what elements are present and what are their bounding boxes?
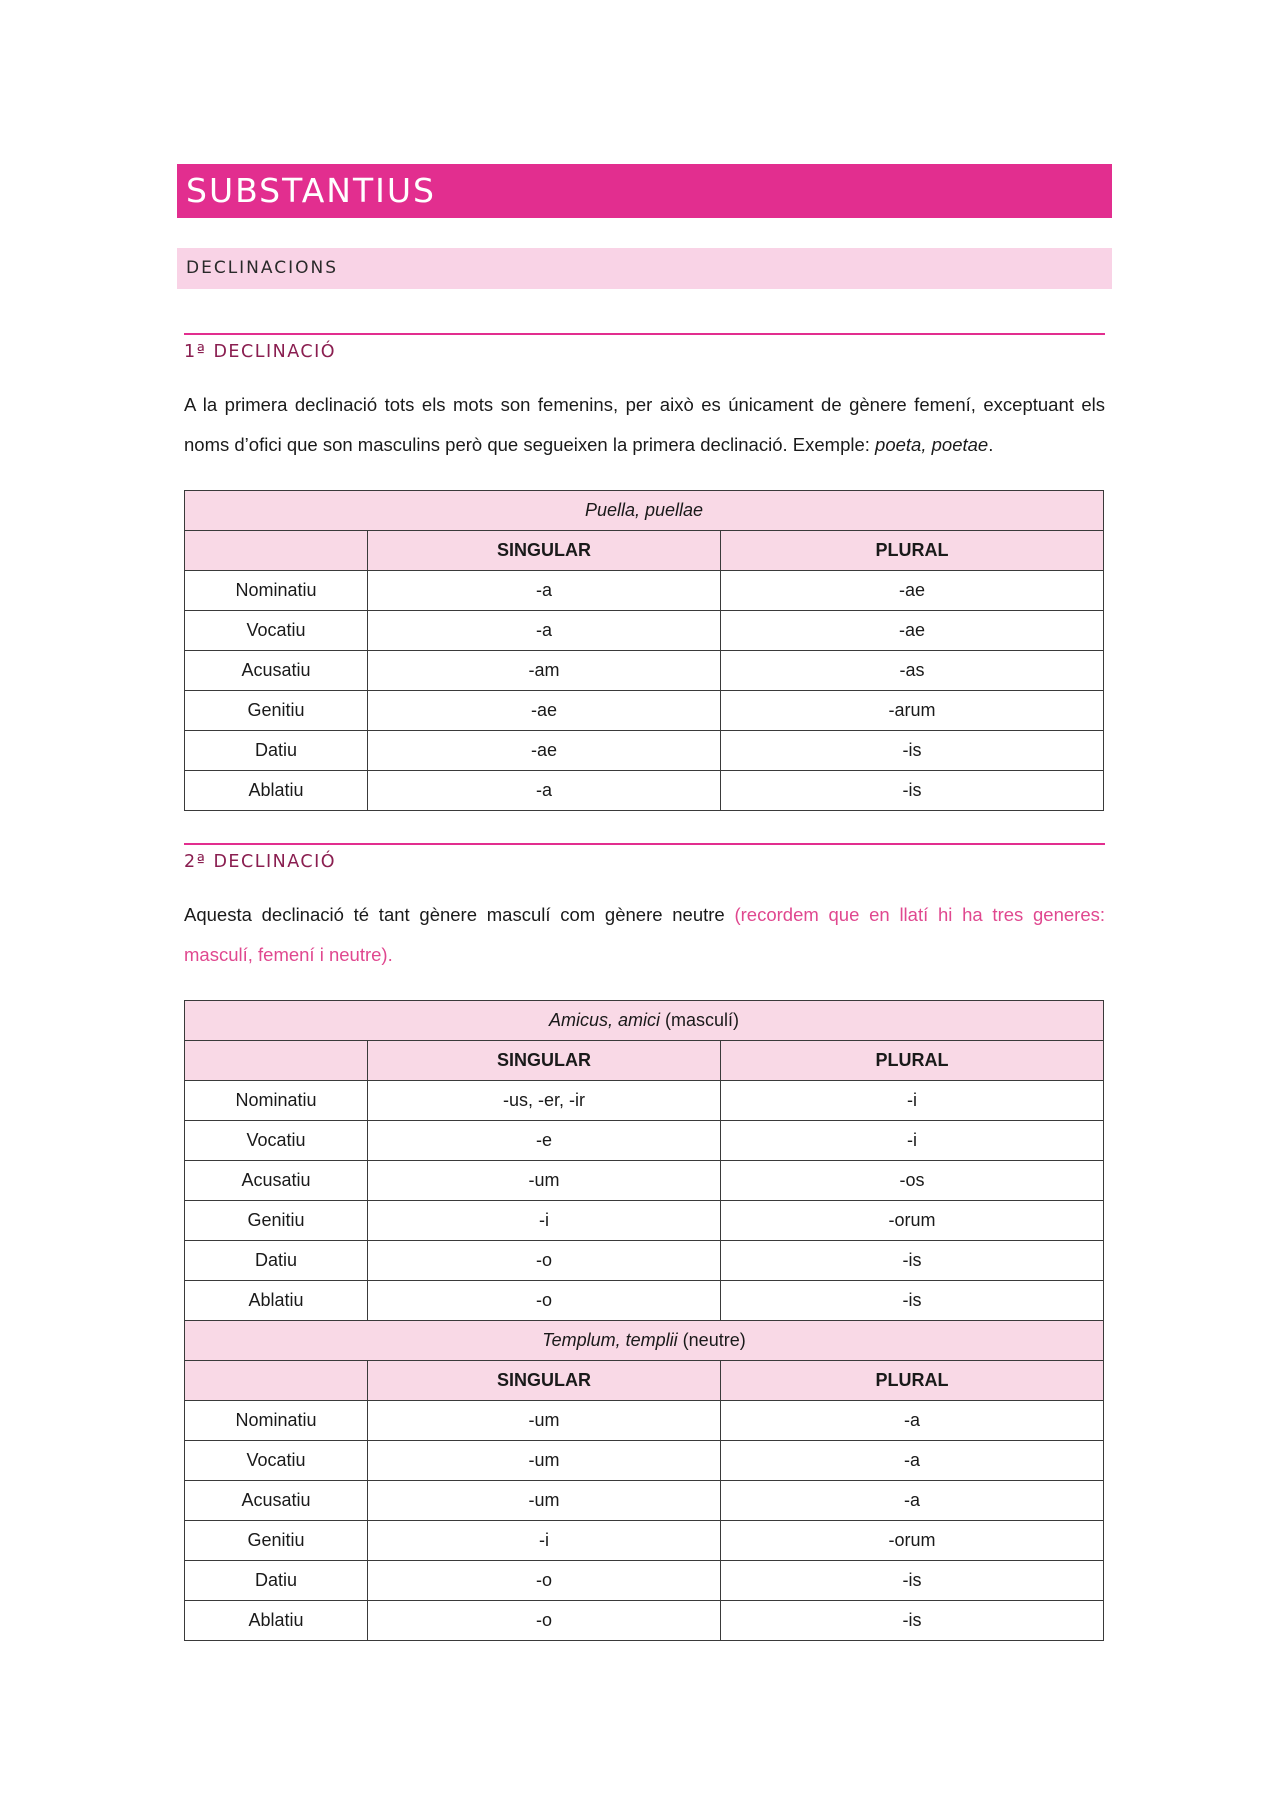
case-name-cell: Ablatiu bbox=[185, 1601, 368, 1641]
table-caption-row bbox=[185, 491, 1104, 531]
singular-ending-cell: -a bbox=[368, 771, 721, 811]
singular-ending-cell: -us, -er, -ir bbox=[368, 1081, 721, 1121]
plural-ending-cell: -a bbox=[721, 1481, 1104, 1521]
column-header bbox=[185, 1361, 368, 1401]
table-row bbox=[185, 1121, 1104, 1161]
singular-ending-cell: -um bbox=[368, 1161, 721, 1201]
singular-ending-cell: -e bbox=[368, 1121, 721, 1161]
plural-ending-cell: -orum bbox=[721, 1201, 1104, 1241]
plural-ending-cell: -arum bbox=[721, 691, 1104, 731]
plural-ending-cell: -is bbox=[721, 771, 1104, 811]
case-name-cell: Ablatiu bbox=[185, 1281, 368, 1321]
table-header-row bbox=[185, 531, 1104, 571]
table-caption bbox=[185, 1321, 1104, 1361]
table-caption-row bbox=[185, 1001, 1104, 1041]
table-row bbox=[185, 1081, 1104, 1121]
table-row bbox=[185, 1401, 1104, 1441]
singular-ending-cell: -o bbox=[368, 1561, 721, 1601]
plural-ending-cell: -i bbox=[721, 1081, 1104, 1121]
case-name-cell: Acusatiu bbox=[185, 651, 368, 691]
case-name-cell: Genitiu bbox=[185, 691, 368, 731]
column-header bbox=[185, 1041, 368, 1081]
caption-gender: (neutre) bbox=[677, 1330, 746, 1350]
singular-ending-cell: -o bbox=[368, 1601, 721, 1641]
case-name-cell: Acusatiu bbox=[185, 1481, 368, 1521]
plural-ending-cell: -a bbox=[721, 1401, 1104, 1441]
plural-ending-cell: -os bbox=[721, 1161, 1104, 1201]
plural-ending-cell: -is bbox=[721, 1601, 1104, 1641]
table-row bbox=[185, 1601, 1104, 1641]
singular-ending-cell: -o bbox=[368, 1281, 721, 1321]
section-divider bbox=[184, 843, 1105, 845]
table-row bbox=[185, 1201, 1104, 1241]
case-name-cell: Nominatiu bbox=[185, 1081, 368, 1121]
singular-ending-cell: -a bbox=[368, 571, 721, 611]
column-header: PLURAL bbox=[721, 1361, 1104, 1401]
plural-ending-cell: -is bbox=[721, 1241, 1104, 1281]
case-name-cell: Ablatiu bbox=[185, 771, 368, 811]
table-caption bbox=[185, 1001, 1104, 1041]
table-row bbox=[185, 731, 1104, 771]
column-header: SINGULAR bbox=[368, 531, 721, 571]
table-caption-row bbox=[185, 1321, 1104, 1361]
column-header: SINGULAR bbox=[368, 1041, 721, 1081]
section-subtitle: DECLINACIONS bbox=[177, 248, 1112, 289]
table-row bbox=[185, 1521, 1104, 1561]
table-row bbox=[185, 651, 1104, 691]
table-header-row bbox=[185, 1041, 1104, 1081]
paragraph-end: . bbox=[988, 434, 994, 455]
caption-word: Puella, puellae bbox=[584, 500, 704, 520]
table-row bbox=[185, 691, 1104, 731]
singular-ending-cell: -um bbox=[368, 1481, 721, 1521]
paragraph-text: Aquesta declinació té tant gènere masculí com gènere neutre bbox=[184, 904, 725, 925]
singular-ending-cell: -am bbox=[368, 651, 721, 691]
table-row bbox=[185, 611, 1104, 651]
singular-ending-cell: -a bbox=[368, 611, 721, 651]
singular-ending-cell: -o bbox=[368, 1241, 721, 1281]
plural-ending-cell: -i bbox=[721, 1121, 1104, 1161]
plural-ending-cell: -a bbox=[721, 1441, 1104, 1481]
case-name-cell: Genitiu bbox=[185, 1521, 368, 1561]
plural-ending-cell: -is bbox=[721, 1561, 1104, 1601]
column-header: PLURAL bbox=[721, 1041, 1104, 1081]
table-row bbox=[185, 1241, 1104, 1281]
table-row bbox=[185, 1441, 1104, 1481]
paragraph-text: A la primera declinació tots els mots son femenins, per això es únicament de gènere femení, exceptuant els noms d’ofici que son masculins però que segueixen la primera declinació. Exemple: bbox=[184, 394, 1105, 455]
singular-ending-cell: -ae bbox=[368, 691, 721, 731]
section-2-paragraph bbox=[184, 895, 1105, 975]
table-row bbox=[185, 1281, 1104, 1321]
page-title: SUBSTANTIUS bbox=[177, 164, 1112, 218]
caption-gender: (masculí) bbox=[660, 1010, 740, 1030]
case-name-cell: Datiu bbox=[185, 1241, 368, 1281]
column-header bbox=[185, 531, 368, 571]
paragraph-note: (recordem que en llatí hi ha tres generes: masculí, femení i neutre). bbox=[184, 904, 1106, 965]
table-header-row bbox=[185, 1361, 1104, 1401]
plural-ending-cell: -ae bbox=[721, 571, 1104, 611]
case-name-cell: Nominatiu bbox=[185, 571, 368, 611]
table-row bbox=[185, 1561, 1104, 1601]
caption-word: Templum, templii bbox=[542, 1330, 678, 1350]
case-name-cell: Nominatiu bbox=[185, 1401, 368, 1441]
case-name-cell: Datiu bbox=[185, 1561, 368, 1601]
plural-ending-cell: -ae bbox=[721, 611, 1104, 651]
column-header: SINGULAR bbox=[368, 1361, 721, 1401]
example-text: poeta, poetae bbox=[875, 434, 989, 455]
declension-table-2 bbox=[184, 1000, 1104, 1641]
table-row bbox=[185, 571, 1104, 611]
caption-word: Amicus, amici bbox=[548, 1010, 660, 1030]
table-row bbox=[185, 1481, 1104, 1521]
section-divider bbox=[184, 333, 1105, 335]
plural-ending-cell: -orum bbox=[721, 1521, 1104, 1561]
table-row bbox=[185, 771, 1104, 811]
section-1-paragraph bbox=[184, 385, 1105, 465]
case-name-cell: Genitiu bbox=[185, 1201, 368, 1241]
section-heading-2: 2ª DECLINACIÓ bbox=[184, 852, 337, 872]
table-row bbox=[185, 1161, 1104, 1201]
case-name-cell: Datiu bbox=[185, 731, 368, 771]
plural-ending-cell: -as bbox=[721, 651, 1104, 691]
singular-ending-cell: -i bbox=[368, 1201, 721, 1241]
singular-ending-cell: -i bbox=[368, 1521, 721, 1561]
singular-ending-cell: -um bbox=[368, 1401, 721, 1441]
section-heading-1: 1ª DECLINACIÓ bbox=[184, 342, 337, 362]
singular-ending-cell: -um bbox=[368, 1441, 721, 1481]
plural-ending-cell: -is bbox=[721, 1281, 1104, 1321]
singular-ending-cell: -ae bbox=[368, 731, 721, 771]
plural-ending-cell: -is bbox=[721, 731, 1104, 771]
case-name-cell: Acusatiu bbox=[185, 1161, 368, 1201]
declension-table-1 bbox=[184, 490, 1104, 811]
case-name-cell: Vocatiu bbox=[185, 1441, 368, 1481]
case-name-cell: Vocatiu bbox=[185, 611, 368, 651]
column-header: PLURAL bbox=[721, 531, 1104, 571]
table-caption bbox=[185, 491, 1104, 531]
case-name-cell: Vocatiu bbox=[185, 1121, 368, 1161]
